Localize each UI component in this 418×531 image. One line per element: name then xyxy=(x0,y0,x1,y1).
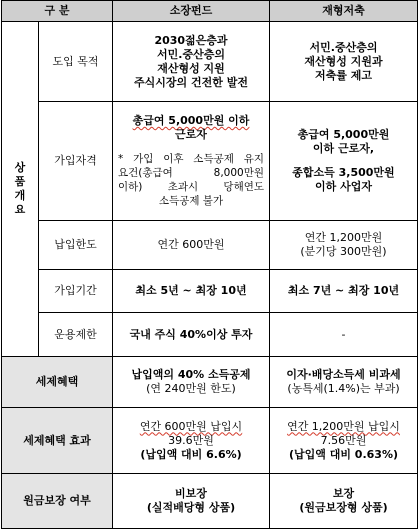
savings-tax-effect-line1: 연간 1,200만원 납입시 xyxy=(287,419,400,433)
row-purpose xyxy=(2,22,418,102)
header-category: 구 분 xyxy=(2,1,113,22)
fund-tax-effect: 연간 600만원 납입시 39.6만원 (납입액 대비 6.6%) xyxy=(113,408,270,474)
savings-limit: 연간 1,200만원 (분기당 300만원) xyxy=(270,221,418,270)
label-period: 가입기간 xyxy=(39,270,113,313)
label-restriction: 운용제한 xyxy=(39,313,113,357)
label-purpose: 도입 목적 xyxy=(39,22,113,102)
row-period xyxy=(2,270,418,313)
row-tax-effect xyxy=(2,408,418,474)
fund-eligibility-note: * 가입 이후 소득공제 유지 xyxy=(118,153,264,165)
label-eligibility: 가입자격 xyxy=(39,102,113,221)
savings-period: 최소 7년 ~ 최장 10년 xyxy=(270,270,418,313)
savings-restriction: - xyxy=(270,313,418,357)
fund-principal: 비보장 (실적배당형 상품) xyxy=(113,474,270,529)
fund-limit: 연간 600만원 xyxy=(113,221,270,270)
savings-eligibility: 총급여 5,000만원 이하 근로자, 종합소득 3,500만원 이하 사업자 xyxy=(270,102,418,221)
fund-period: 최소 5년 ~ 최장 10년 xyxy=(113,270,270,313)
section-label-product-overview: 상 품 개 요 xyxy=(2,22,39,357)
savings-tax-benefit: 이자·배당소득세 비과세 (농특세(1.4%)는 부과) xyxy=(270,357,418,408)
fund-tax-benefit: 납입액의 40% 소득공제 (연 240만원 한도) xyxy=(113,357,270,408)
fund-purpose: 2030젊은층과 서민.중산층의 재산형성 지원 주식시장의 건전한 발전 xyxy=(113,22,270,102)
label-principal: 원금보장 여부 xyxy=(2,474,113,529)
header-fund: 소장펀드 xyxy=(113,1,270,22)
fund-eligibility-line1: 총급여 5,000만원 이하 xyxy=(132,114,250,127)
fund-eligibility: 총급여 5,000만원 이하 근로자 * 가입 이후 소득공제 유지 요건(총급여 8,000만원 이하) 초과시 당해연도 소득공제 불가 xyxy=(113,102,270,221)
label-limit: 납입한도 xyxy=(39,221,113,270)
row-principal xyxy=(2,474,418,529)
savings-purpose: 서민.중산층의 재산형성 지원과 저축률 제고 xyxy=(270,22,418,102)
fund-tax-effect-line1: 연간 600만원 납입시 xyxy=(139,419,243,433)
label-tax-effect: 세제혜택 효과 xyxy=(2,408,113,474)
header-row xyxy=(2,1,418,22)
row-limit xyxy=(2,221,418,270)
savings-principal: 보장 (원금보장형 상품) xyxy=(270,474,418,529)
savings-tax-effect: 연간 1,200만원 납입시 7.56만원 (납입액 대비 0.63%) xyxy=(270,408,418,474)
row-restriction xyxy=(2,313,418,357)
comparison-table xyxy=(1,0,418,529)
header-savings: 재형저축 xyxy=(270,1,418,22)
row-tax-benefit xyxy=(2,357,418,408)
row-eligibility xyxy=(2,102,418,221)
label-tax-benefit: 세제혜택 xyxy=(2,357,113,408)
fund-restriction: 국내 주식 40%이상 투자 xyxy=(113,313,270,357)
